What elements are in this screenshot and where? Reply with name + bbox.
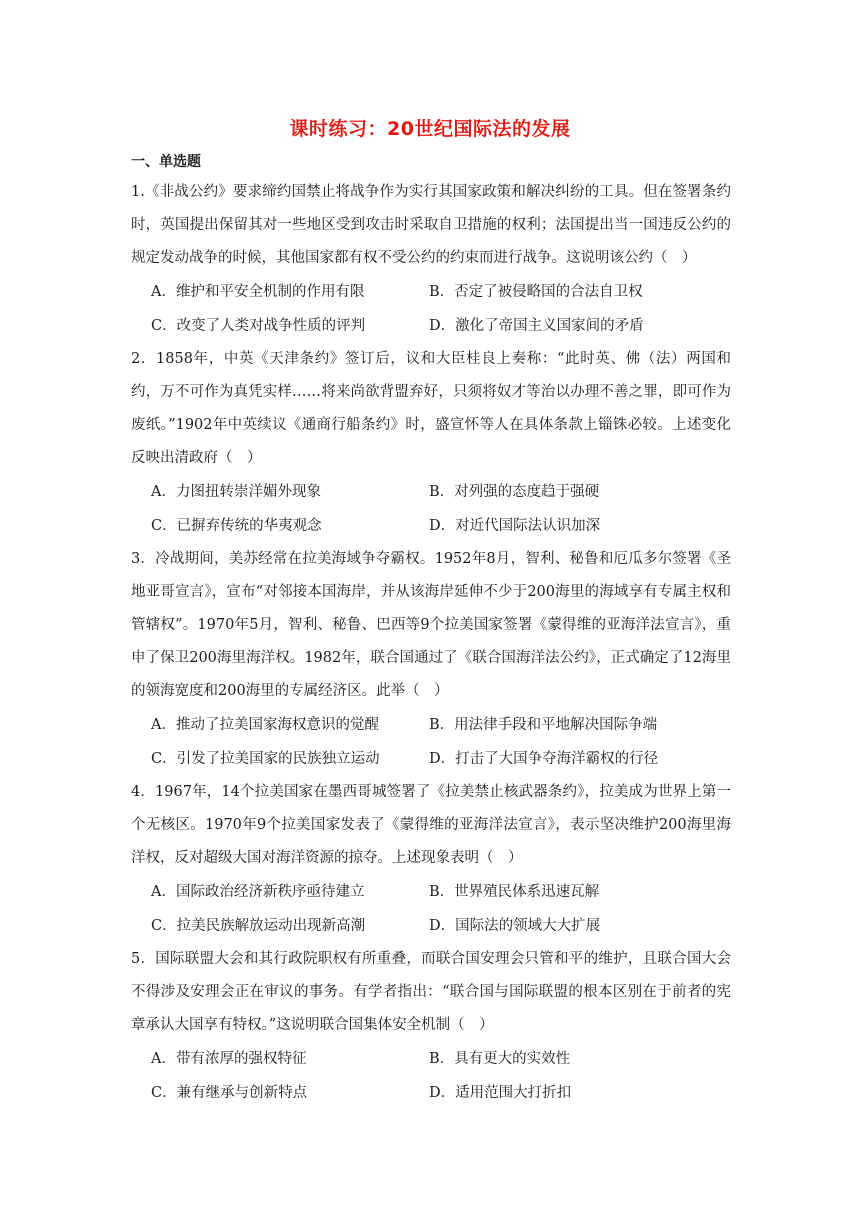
option-c: C．兼有继承与创新特点 xyxy=(151,1085,308,1101)
question-4 xyxy=(131,776,731,943)
option-a: A．力图扭转崇洋媚外现象 xyxy=(151,484,321,500)
option-a: A．推动了拉美国家海权意识的觉醒 xyxy=(151,717,379,733)
page-title: 课时练习：20世纪国际法的发展 xyxy=(289,118,571,140)
option-b: B．对列强的态度趋于强硬 xyxy=(429,484,600,500)
question-5 xyxy=(131,943,731,1110)
option-a: A．维护和平安全机制的作用有限 xyxy=(151,284,365,300)
options xyxy=(131,475,731,543)
options xyxy=(131,275,731,343)
option-b: B．否定了被侵略国的合法自卫权 xyxy=(429,284,643,300)
option-b: B．世界殖民体系迅速瓦解 xyxy=(429,884,600,900)
option-a: A．带有浓厚的强权特征 xyxy=(151,1051,307,1067)
option-c: C．引发了拉美国家的民族独立运动 xyxy=(151,751,380,767)
option-b: B．用法律手段和平地解决国际争端 xyxy=(429,717,658,733)
option-d: D．适用范围大打折扣 xyxy=(429,1085,572,1101)
option-d: D．国际法的领域大大扩展 xyxy=(429,918,601,934)
question-stem: 1.《非战公约》要求缔约国禁止将战争作为实行其国家政策和解决纠纷的工具。但在签署条约时，英国提出保留其对一些地区受到攻击时采取自卫措施的权利；法国提出当一国违反公约的规定发动战争的时候，其他国家都有权不受公约的约束而进行战争。这说明该公约（ ） xyxy=(131,184,731,266)
question-1 xyxy=(131,176,731,343)
question-stem: 4．1967年，14个拉美国家在墨西哥城签署了《拉美禁止核武器条约》，拉美成为世界上第一个无核区。1970年9个拉美国家发表了《蒙得维的亚海洋法宣言》，表示坚决维护200海里海洋权，反对超级大国对海洋资源的掠夺。上述现象表明（ ） xyxy=(131,784,731,866)
question-stem: 2．1858年，中英《天津条约》签订后，议和大臣桂良上奏称：“此时英、佛（法）两国和约，万不可作为真凭实样……将来尚欲背盟弃好，只须将奴才等治以办理不善之罪，即可作为废纸。”1902年中英续议《通商行船条约》时，盛宣怀等人在具体条款上锱铢必较。上述变化反映出清政府（ ） xyxy=(131,351,731,466)
options xyxy=(131,875,731,943)
options xyxy=(131,708,731,776)
option-a: A．国际政治经济新秩序亟待建立 xyxy=(151,884,365,900)
option-c: C．改变了人类对战争性质的评判 xyxy=(151,318,366,334)
question-list xyxy=(131,176,731,1110)
question-3 xyxy=(131,543,731,776)
section-heading: 一、单选题 xyxy=(131,154,201,170)
option-c: C．已摒弃传统的华夷观念 xyxy=(151,518,322,534)
option-c: C．拉美民族解放运动出现新高潮 xyxy=(151,918,366,934)
options xyxy=(131,1042,731,1110)
question-2 xyxy=(131,343,731,543)
option-d: D．对近代国际法认识加深 xyxy=(429,518,601,534)
option-b: B．具有更大的实效性 xyxy=(429,1051,571,1067)
option-d: D．打击了大国争夺海洋霸权的行径 xyxy=(429,751,659,767)
option-d: D．激化了帝国主义国家间的矛盾 xyxy=(429,318,644,334)
question-stem: 5．国际联盟大会和其行政院职权有所重叠，而联合国安理会只管和平的维护，且联合国大会不得涉及安理会正在审议的事务。有学者指出：“联合国与国际联盟的根本区别在于前者的宪章承认大国享有特权。”这说明联合国集体安全机制（ ） xyxy=(131,951,731,1033)
question-stem: 3．冷战期间，美苏经常在拉美海域争夺霸权。1952年8月，智利、秘鲁和厄瓜多尔签署《圣地亚哥宣言》，宣布“对邻接本国海岸，并从该海岸延伸不少于200海里的海域享有专属主权和管辖权”。1970年5月，智利、秘鲁、巴西等9个拉美国家签署《蒙得维的亚海洋法宣言》，重申了保卫200海里海洋权。1982年，联合国通过了《联合国海洋法公约》，正式确定了12海里的领海宽度和200海里的专属经济区。此举（ ） xyxy=(131,551,731,699)
